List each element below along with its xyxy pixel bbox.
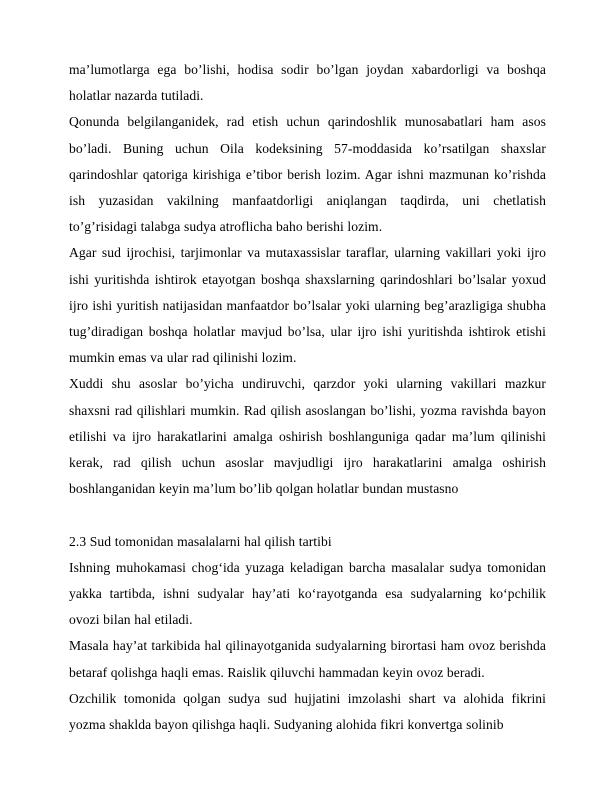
body-paragraph: Xuddi shu asoslar bo’yicha undiruvchi, qarzdor yoki ularning vakillari mazkur shaxsni rad qilishlari mumkin. Rad qilish asoslangan bo’lishi, yozma ravishda bayon etilishi va ijro harakatlarini amalga oshirish boshlanguniga qadar ma’lum qilinishi kerak, rad qilish uchun asoslar mavjudligi ijro harakatlarini amalga oshirish boshlanganidan keyin ma’lum bo’lib qolgan holatlar bundan mustasno bbox=[69, 376, 546, 497]
body-paragraph: Ishning muhokamasi chogʻida yuzaga keladigan barcha masalalar sudya tomonidan yakka tartibda, ishni sudyalar hay’ati koʻrayotganda esa sudyalarning koʻpchilik ovozi bilan hal etiladi. bbox=[69, 559, 546, 628]
body-paragraph: Ozchilik tomonida qolgan sudya sud hujjatini imzolashi shart va alohida fikrini yozma shaklda bayon qilishga haqli. Sudyaning alohida fikri konvertga solinib bbox=[69, 690, 546, 733]
body-paragraph: Agar sud ijrochisi, tarjimonlar va mutaxassislar taraflar, ularning vakillari yoki ijro ishi yuritishda ishtirok etayotgan boshqa shaxslarning qarindoshlari bo’lsalar yoxud ijro ishi yuritish natijasidan manfaatdor bo’lsalar yoki ularning beg’arazligiga shubha tug’diradigan boshqa holatlar mavjud bo’lsa, ular ijro ishi yuritishda ishtirok etishi mumkin emas va ular rad qilinishi lozim. bbox=[69, 245, 546, 366]
body-paragraph: Masala hay’at tarkibida hal qilinayotganida sudyalarning birortasi ham ovoz berishda betaraf qolishga haqli emas. Raislik qiluvchi hammadan keyin ovoz beradi. bbox=[69, 638, 546, 680]
body-paragraph: Qonunda belgilanganidek, rad etish uchun qarindoshlik munosabatlari ham asos bo’ladi. Buning uchun Oila kodeksining 57-moddasida ko’rsatilgan shaxslar qarindoshlar qatoriga kirishiga e’tibor berish lozim. Agar ishni mazmunan ko’rishda ish yuzasidan vakilning manfaatdorligi aniqlangan taqdirda, uni chetlatish to’g’risidagi talabga sudya atroflicha baho berishi lozim. bbox=[69, 114, 546, 235]
body-paragraph: ma’lumotlarga ega bo’lishi, hodisa sodir bo’lgan joydan xabardorligi va boshqa holatlar nazarda tutiladi. bbox=[69, 62, 546, 104]
text-column bbox=[69, 57, 546, 738]
section-heading-2-3: 2.3 Sud tomonidan masalalarni hal qilish tartibi bbox=[69, 533, 332, 549]
